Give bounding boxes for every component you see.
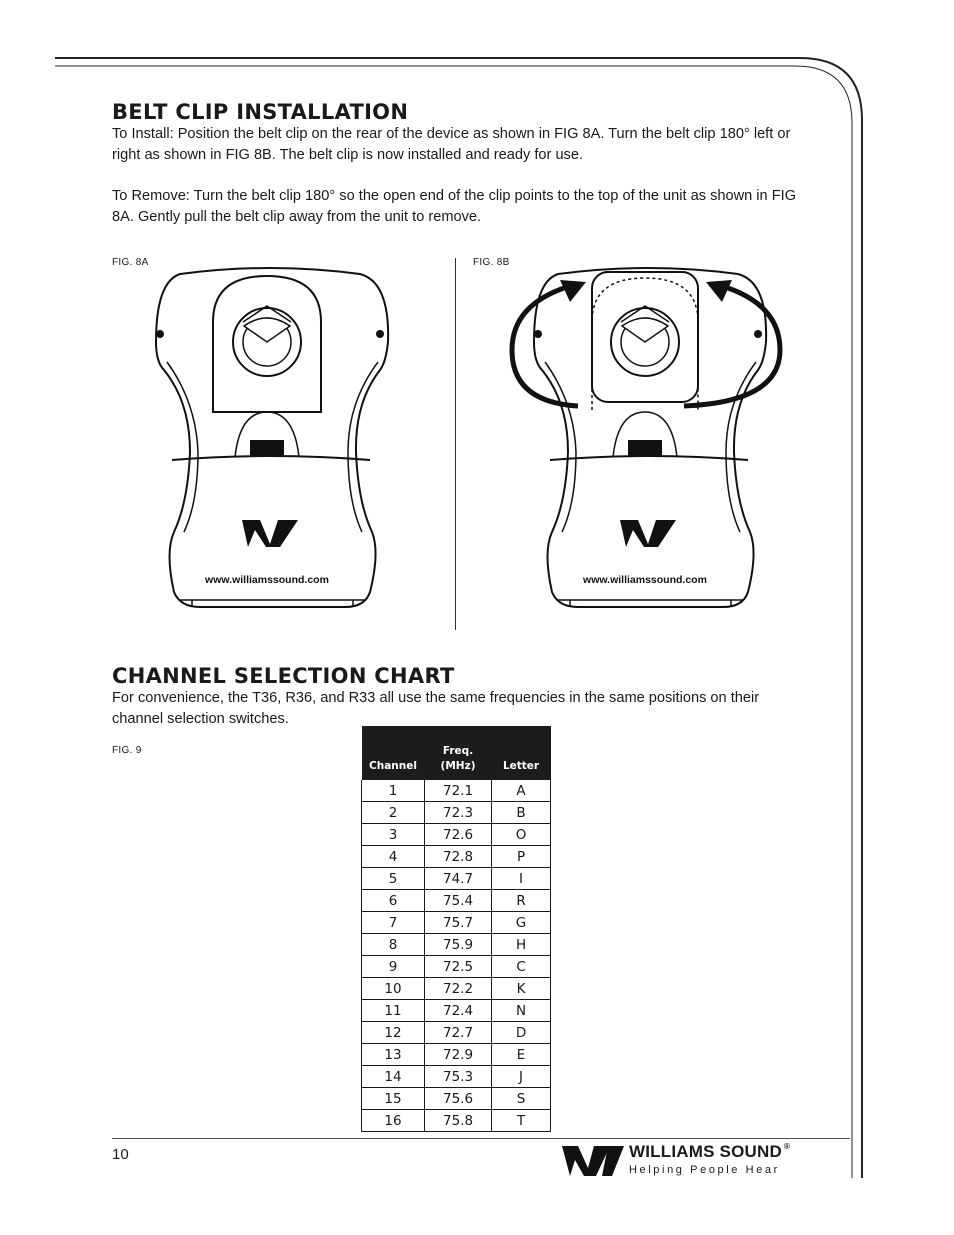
frequency-cell: 75.4	[425, 890, 492, 912]
williams-sound-logo-icon	[562, 1144, 624, 1178]
brand-name	[629, 1142, 790, 1162]
letter-cell: O	[492, 824, 551, 846]
table-row	[362, 780, 551, 802]
channel-chart-intro: For convenience, the T36, R36, and R33 all use the same frequencies in the same positions on their channel selection switches.	[112, 690, 760, 727]
table-row	[362, 1088, 551, 1110]
table-row	[362, 912, 551, 934]
letter-cell: I	[492, 868, 551, 890]
channel-cell: 12	[362, 1022, 425, 1044]
channel-cell: 14	[362, 1066, 425, 1088]
frequency-cell: 72.1	[425, 780, 492, 802]
header-channel: Channel	[362, 726, 425, 780]
letter-cell: G	[492, 912, 551, 934]
channel-cell: 4	[362, 846, 425, 868]
footer-rule	[112, 1138, 850, 1139]
frequency-cell: 75.3	[425, 1066, 492, 1088]
table-row	[362, 1110, 551, 1132]
channel-cell: 9	[362, 956, 425, 978]
table-row	[362, 934, 551, 956]
belt-clip-title: BELT CLIP INSTALLATION	[112, 100, 409, 124]
frequency-cell: 72.8	[425, 846, 492, 868]
channel-chart-title: CHANNEL SELECTION CHART	[112, 664, 455, 688]
channel-cell: 16	[362, 1110, 425, 1132]
frequency-cell: 75.8	[425, 1110, 492, 1132]
frequency-cell: 75.6	[425, 1088, 492, 1110]
letter-cell: A	[492, 780, 551, 802]
brand-name-text: WILLIAMS SOUND	[629, 1142, 782, 1161]
frequency-cell: 72.2	[425, 978, 492, 1000]
letter-cell: C	[492, 956, 551, 978]
channel-cell: 5	[362, 868, 425, 890]
registered-mark: ®	[783, 1142, 791, 1151]
table-row	[362, 868, 551, 890]
install-instructions: To Install: Position the belt clip on the rear of the device as shown in FIG 8A. Turn the belt clip 180° left or right as shown in FIG 8B. The belt clip is now installed and ready for use.	[112, 126, 791, 163]
letter-cell: R	[492, 890, 551, 912]
remove-instructions: To Remove: Turn the belt clip 180° so the open end of the clip points to the top of the unit as shown in FIG 8A. Gently pull the belt clip away from the unit to remove.	[112, 188, 797, 225]
frequency-cell: 72.7	[425, 1022, 492, 1044]
table-row	[362, 978, 551, 1000]
frequency-cell: 75.9	[425, 934, 492, 956]
channel-cell: 11	[362, 1000, 425, 1022]
table-row	[362, 1022, 551, 1044]
channel-cell: 10	[362, 978, 425, 1000]
channel-cell: 6	[362, 890, 425, 912]
table-row	[362, 1066, 551, 1088]
brand-tagline: Helping People Hear	[629, 1164, 780, 1176]
frequency-cell: 72.4	[425, 1000, 492, 1022]
channel-cell: 3	[362, 824, 425, 846]
letter-cell: K	[492, 978, 551, 1000]
fig-8a-device-illustration	[140, 262, 405, 617]
frequency-cell: 72.3	[425, 802, 492, 824]
letter-cell: H	[492, 934, 551, 956]
channel-cell: 8	[362, 934, 425, 956]
letter-cell: T	[492, 1110, 551, 1132]
fig-8b-device-illustration	[508, 262, 788, 617]
letter-cell: N	[492, 1000, 551, 1022]
letter-cell: J	[492, 1066, 551, 1088]
fig-8b-label: FIG. 8B	[473, 257, 510, 268]
table-row	[362, 824, 551, 846]
fig-9-label: FIG. 9	[112, 745, 142, 756]
header-frequency: Freq. (MHz)	[425, 726, 492, 780]
channel-cell: 1	[362, 780, 425, 802]
table-header-row	[362, 726, 551, 780]
frequency-cell: 75.7	[425, 912, 492, 934]
frequency-cell: 74.7	[425, 868, 492, 890]
letter-cell: S	[492, 1088, 551, 1110]
table-body	[362, 780, 551, 1132]
table-row	[362, 1000, 551, 1022]
table-row	[362, 956, 551, 978]
frequency-cell: 72.9	[425, 1044, 492, 1066]
channel-cell: 7	[362, 912, 425, 934]
letter-cell: D	[492, 1022, 551, 1044]
letter-cell: P	[492, 846, 551, 868]
page-number: 10	[112, 1146, 129, 1163]
letter-cell: B	[492, 802, 551, 824]
letter-cell: E	[492, 1044, 551, 1066]
fig-8b-url: www.williamssound.com	[583, 574, 707, 586]
fig-8a-url: www.williamssound.com	[205, 574, 329, 586]
frequency-cell: 72.6	[425, 824, 492, 846]
figure-divider	[455, 258, 456, 630]
table-row	[362, 802, 551, 824]
channel-cell: 15	[362, 1088, 425, 1110]
table-row	[362, 1044, 551, 1066]
channel-cell: 13	[362, 1044, 425, 1066]
channel-selection-table	[361, 726, 551, 1132]
table-row	[362, 890, 551, 912]
fig-8a-label: FIG. 8A	[112, 257, 149, 268]
table-row	[362, 846, 551, 868]
header-letter: Letter	[492, 726, 551, 780]
channel-cell: 2	[362, 802, 425, 824]
frequency-cell: 72.5	[425, 956, 492, 978]
